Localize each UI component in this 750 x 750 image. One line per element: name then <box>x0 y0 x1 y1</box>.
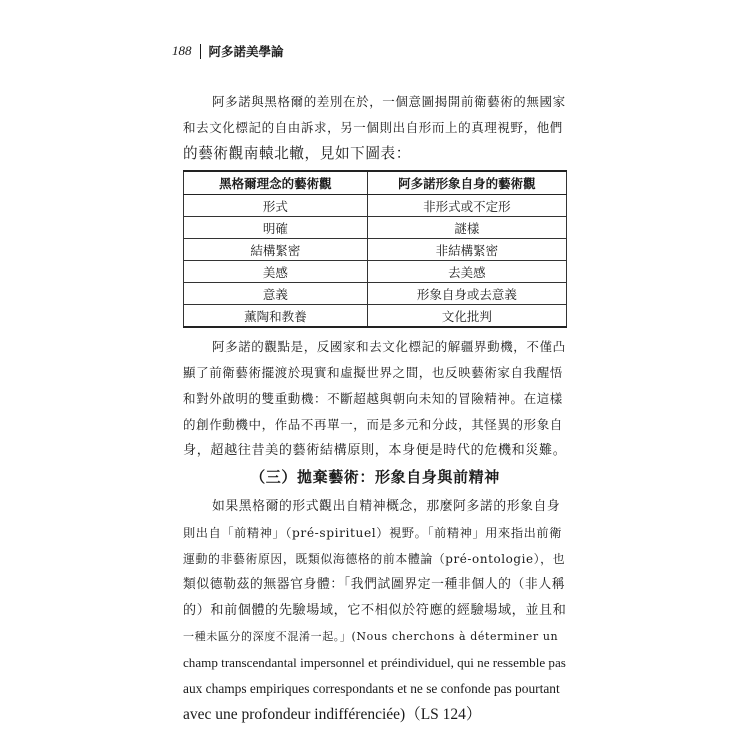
column-header-adorno: 阿多諾形象自身的藝術觀 <box>367 171 566 195</box>
table-row <box>184 305 567 328</box>
text-line: 的創作動機中，作品不再單一，而是多元和分歧，其怪異的形象自 <box>183 417 563 432</box>
table-row <box>184 195 567 217</box>
paragraph-adorno-view <box>183 334 567 464</box>
text-line: champ transcendantal impersonnel et préindividuel, qui ne ressemble pas <box>183 655 566 670</box>
text-line: 的藝術觀南轅北轍，見如下圖表： <box>183 145 411 162</box>
table-cell: 文化批判 <box>367 305 566 328</box>
table-cell: 結構緊密 <box>184 239 368 261</box>
table-cell: 意義 <box>184 283 368 305</box>
text-line: aux champs empiriques correspondants et ne se confonde pas pourtant <box>183 681 560 696</box>
running-title: 阿多諾美學論 <box>208 44 284 59</box>
text-line: 身，超越往昔美的藝術結構原則，本身便是時代的危機和災難。 <box>183 443 567 458</box>
table-cell: 去美感 <box>367 261 566 283</box>
column-header-hegel: 黑格爾理念的藝術觀 <box>184 171 368 195</box>
section-heading: （三）拋棄藝術：形象自身與前精神 <box>250 468 500 486</box>
text-line: avec une profondeur indifférenciée)（LS 124） <box>183 706 482 723</box>
text-line: 阿多諾與黑格爾的差別在於，一個意圖揭開前衛藝術的無國家 <box>212 94 566 109</box>
paragraph-intro <box>183 89 567 167</box>
comparison-table <box>183 170 567 328</box>
text-line: 如果黑格爾的形式觀出自精神概念，那麼阿多諾的形象自身 <box>212 499 561 514</box>
table-cell: 美感 <box>184 261 368 283</box>
table-cell: 明確 <box>184 217 368 239</box>
table-cell: 薰陶和教養 <box>184 305 368 328</box>
text-line: 和去文化標記的自由訴求，另一個則出自形而上的真理視野，他們 <box>183 120 563 135</box>
text-line: 則出自「前精神」（pré-spirituel）視野。「前精神」用來指出前衛 <box>183 526 562 540</box>
page-number: 188 <box>172 43 192 58</box>
table-row <box>184 217 567 239</box>
table-row <box>184 283 567 305</box>
text-line: 顯了前衛藝術擺渡於現實和虛擬世界之間，也反映藝術家自我醒悟 <box>183 365 563 380</box>
table-cell: 謎樣 <box>367 217 566 239</box>
text-line: 類似德勒茲的無器官身體：「我們試圖界定一種非個人的（非人稱 <box>183 577 566 592</box>
text-line: 一種未區分的深度不混淆一起。」(Nous cherchons à déterminer un <box>183 630 559 643</box>
table-cell: 非結構緊密 <box>367 239 566 261</box>
table-cell: 形象自身或去意義 <box>367 283 566 305</box>
text-line: 和對外啟明的雙重動機：不斷超越與朝向未知的冒險精神。在這樣 <box>183 391 563 406</box>
table-cell: 形式 <box>184 195 368 217</box>
text-line: 運動的非藝術原因，既類似海德格的前本體論（pré-ontologie），也 <box>183 552 566 566</box>
text-line: 的）和前個體的先驗場域，它不相似於符應的經驗場域，並且和 <box>183 603 567 618</box>
page-header <box>172 42 284 60</box>
paragraph-pre-spirit <box>183 494 567 728</box>
table-cell: 非形式或不定形 <box>367 195 566 217</box>
text-line: 阿多諾的觀點是，反國家和去文化標記的解疆界動機，不僅凸 <box>212 339 566 354</box>
table-row <box>184 239 567 261</box>
header-divider <box>200 44 201 59</box>
table-row <box>184 261 567 283</box>
table-header-row <box>184 171 567 195</box>
